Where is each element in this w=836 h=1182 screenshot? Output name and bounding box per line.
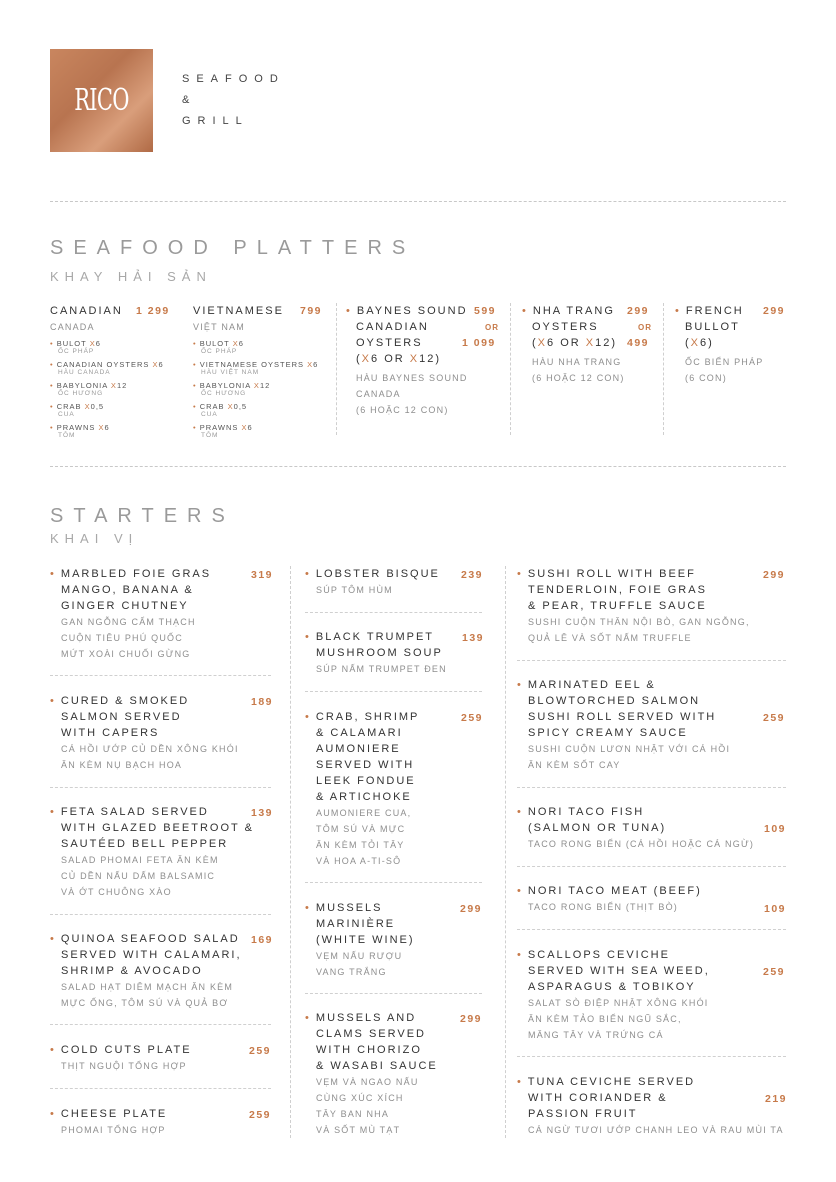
list-item: • BULOT X6 ỐC PHÁP [50, 339, 101, 355]
starter-item: • MUSSELS AND CLAMS SERVED WITH CHORIZO & WASABI SAUCE VẸM VÀ NGAO NẤU CÙNG XÚC XÍCH TÂY BAN NHA VÀ SỐT MÙ TẠT [305, 1012, 438, 1135]
item-separator [305, 612, 482, 613]
platter-nhatrang: • NHA TRANG OYSTERS (X6 OR X12) HÀU NHA TRANG (6 HOẶC 12 CON) [522, 305, 625, 383]
starter-price: 299 [460, 903, 483, 915]
item-separator [517, 929, 786, 930]
starter-item: • FETA SALAD SERVED WITH GLAZED BEETROOT & SAUTÉED BELL PEPPER SALAD PHOMAI FETA ĂN KÈM CỦ DỀN NẤU DẤM BALSAMIC VÀ ỚT CHUÔNG XÀO [50, 806, 254, 897]
column-separator [663, 303, 664, 435]
item-separator [517, 1056, 786, 1057]
starter-item: • LOBSTER BISQUE SÚP TÔM HÙM [305, 568, 440, 595]
platter-vietnamese-price: 799 [300, 305, 323, 317]
starter-price: 189 [251, 696, 274, 708]
platter-vietnamese-vn: VIỆT NAM [193, 322, 245, 332]
item-separator [517, 866, 786, 867]
platters-title: SEAFOOD PLATTERS [50, 237, 416, 259]
starter-item: • MARINATED EEL & BLOWTORCHED SALMON SUSHI ROLL SERVED WITH SPICY CREAMY SAUCE SUSHI CUỘN LƯƠN NHẬT VỚI CÁ HỒI ĂN KÈM SỐT CAY [517, 679, 731, 770]
starter-price: 239 [461, 569, 484, 581]
column-separator [336, 303, 337, 435]
list-item: • BULOT X6 ỐC PHÁP [193, 339, 244, 355]
brand-line-amp: & [182, 94, 197, 106]
platter-canadian-name: CANADIAN [50, 305, 123, 317]
item-separator [305, 882, 482, 883]
header-divider [50, 201, 786, 202]
starter-price: 259 [763, 966, 786, 978]
list-item: • PRAWNS X6 TÔM [193, 423, 253, 439]
starter-item: • CURED & SMOKED SALMON SERVED WITH CAPERS CÁ HỒI ƯỚP CỦ DỀN XÔNG KHÓI ĂN KÈM NỤ BẠCH HOA [50, 695, 239, 770]
item-separator [50, 675, 271, 676]
item-separator [517, 660, 786, 661]
list-item: • CANADIAN OYSTERS X6 HÀU CANADA [50, 360, 164, 376]
starter-item: • SUSHI ROLL WITH BEEF TENDERLOIN, FOIE GRAS & PEAR, TRUFFLE SAUCE SUSHI CUỘN THĂN NỘI BÒ, GAN NGỖNG, QUẢ LÊ VÀ SỐT NẤM TRUFFLE [517, 568, 750, 643]
column-separator [510, 303, 511, 435]
item-separator [305, 691, 482, 692]
list-item: • VIETNAMESE OYSTERS X6 HÀU VIỆT NAM [193, 360, 319, 376]
starter-price: 259 [249, 1109, 272, 1121]
starter-item: • BLACK TRUMPET MUSHROOM SOUP SÚP NẤM TRUMPET ĐEN [305, 631, 447, 674]
starter-item: • TUNA CEVICHE SERVED WITH CORIANDER & PASSION FRUIT CÁ NGỪ TƯƠI ƯỚP CHANH LEO VÀ RAU MÙI TA [517, 1076, 784, 1135]
starter-price: 139 [462, 632, 485, 644]
starter-price: 259 [461, 712, 484, 724]
starters-title: STARTERS [50, 505, 235, 527]
starter-price: 109 [764, 823, 787, 835]
platters-divider [50, 466, 786, 467]
starter-item: • NORI TACO MEAT (BEEF) TACO RONG BIỂN (THỊT BÒ) [517, 885, 702, 912]
starter-item: • MUSSELS MARINIÈRE (WHITE WINE) VẸM NẤU RƯỢU VANG TRẮNG [305, 902, 415, 977]
platter-nhatrang-price-small: 299 [627, 305, 650, 317]
starter-price: 319 [251, 569, 274, 581]
starter-item: • MARBLED FOIE GRAS MANGO, BANANA & GINGER CHUTNEY GAN NGỖNG CẨM THẠCH CUỘN TIÊU PHÚ QUỐC MỨT XOÀI CHUỐI GỪNG [50, 568, 212, 659]
list-item: • CRAB X0,5 CUA [193, 402, 248, 418]
platter-baynes-or: OR [485, 323, 499, 332]
column-separator [505, 566, 506, 1138]
platter-french-price: 299 [763, 305, 786, 317]
rico-logo [50, 49, 153, 152]
brand-line-grill: GRILL [182, 115, 249, 127]
starter-item: • CRAB, SHRIMP & CALAMARI AUMONIERE SERVED WITH LEEK FONDUE & ARTICHOKE AUMONIERE CUA, TÔM SÚ VÀ MỰC ĂN KÈM TỎI TÂY VÀ HOA A-TI-SÔ [305, 711, 420, 866]
starter-price: 219 [765, 1093, 788, 1105]
item-separator [50, 1024, 271, 1025]
starter-price: 259 [763, 712, 786, 724]
starter-item: • SCALLOPS CEVICHE SERVED WITH SEA WEED, ASPARAGUS & TOBIKOY SALAT SÒ ĐIỆP NHẬT XÔNG KHÓI ĂN KÈM TẢO BIỂN NGŨ SẮC, MĂNG TÂY VÀ TRỨNG CÁ [517, 949, 710, 1040]
item-separator [50, 1088, 271, 1089]
list-item: • BABYLONIA X12 ỐC HƯƠNG [50, 381, 128, 397]
starter-item: • NORI TACO FISH (SALMON OR TUNA) TACO RONG BIỂN (CÁ HỒI HOẶC CÁ NGỪ) [517, 806, 755, 849]
starter-price: 169 [251, 934, 274, 946]
starter-price: 109 [764, 903, 787, 915]
starter-item: • CHEESE PLATE PHOMAI TỔNG HỢP [50, 1108, 168, 1135]
starter-item: • COLD CUTS PLATE THỊT NGUỘI TỔNG HỢP [50, 1044, 192, 1071]
list-item: • CRAB X0,5 CUA [50, 402, 105, 418]
column-separator [290, 566, 291, 1138]
platter-nhatrang-price-large: 499 [627, 337, 650, 349]
starter-price: 299 [460, 1013, 483, 1025]
platter-baynes: • BAYNES SOUND CANADIAN OYSTERS (X6 OR X12) HÀU BAYNES SOUND CANADA (6 HOẶC 12 CON) [346, 305, 468, 415]
platter-canadian-items [50, 339, 188, 444]
starter-price: 299 [763, 569, 786, 581]
item-separator [305, 993, 482, 994]
list-item: • BABYLONIA X12 ỐC HƯƠNG [193, 381, 271, 397]
platter-nhatrang-or: OR [638, 323, 652, 332]
platters-subtitle: KHAY HẢI SẢN [50, 269, 212, 284]
platter-vietnamese-name: VIETNAMESE [193, 305, 284, 317]
platter-vietnamese-items [193, 339, 333, 444]
platter-baynes-price-large: 1 099 [462, 337, 496, 349]
platter-canadian-vn: CANADA [50, 322, 95, 332]
item-separator [517, 787, 786, 788]
platter-baynes-price-small: 599 [474, 305, 497, 317]
platter-french: • FRENCH BULLOT (X6) ỐC BIỂN PHÁP (6 CON) [675, 305, 764, 383]
brand-line-seafood: SEAFOOD [182, 73, 285, 85]
item-separator [50, 787, 271, 788]
starter-price: 259 [249, 1045, 272, 1057]
starter-price: 139 [251, 807, 274, 819]
item-separator [50, 914, 271, 915]
list-item: • PRAWNS X6 TÔM [50, 423, 110, 439]
starter-item: • QUINOA SEAFOOD SALAD SERVED WITH CALAMARI, SHRIMP & AVOCADO SALAD HẠT DIÊM MẠCH ĂN KÈM MỰC ỐNG, TÔM SÚ VÀ QUẢ BƠ [50, 933, 242, 1008]
platter-canadian-price: 1 299 [136, 305, 170, 317]
logo-text: RICO [74, 83, 129, 118]
starters-subtitle: KHAI VỊ [50, 531, 139, 546]
